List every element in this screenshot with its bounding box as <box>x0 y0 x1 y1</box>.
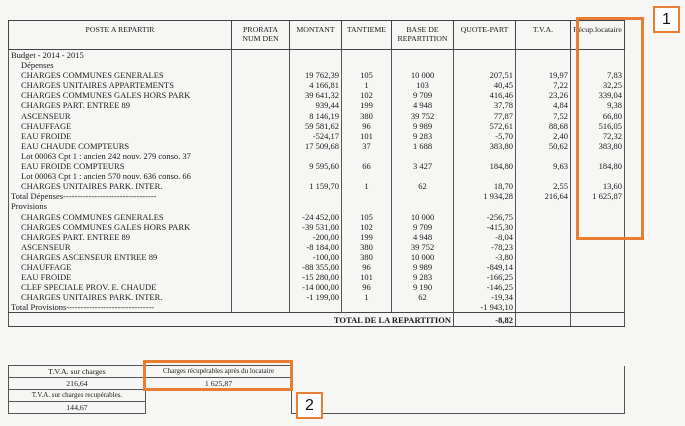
cell-quote: 184,80 <box>454 161 516 171</box>
cell-prorata <box>232 60 290 70</box>
col-header-poste: POSTE A REPARTIR <box>9 21 232 50</box>
cell-quote <box>454 50 516 61</box>
footer-empty <box>146 390 292 414</box>
cell-montant: 8 146,19 <box>290 111 342 121</box>
base-line-1: BASE DE <box>406 25 439 34</box>
cell-label: CHARGES UNITAIRES PARK. INTER. <box>9 292 232 302</box>
cell-prorata <box>232 100 290 110</box>
cell-quote <box>454 151 516 161</box>
col-header-quote-part: QUOTE-PART <box>454 21 516 50</box>
cell-quote: 416,46 <box>454 90 516 100</box>
cell-tva <box>516 242 571 252</box>
cell-quote <box>454 171 516 181</box>
cell-base: 1 688 <box>392 141 454 151</box>
highlight-recup-column <box>576 17 644 240</box>
tva-recup-label: T.V.A. sur charges recupérables. <box>9 390 146 402</box>
table-row <box>9 100 625 110</box>
table-row <box>9 70 625 80</box>
cell-recup <box>571 252 625 262</box>
total-row <box>9 313 625 327</box>
total-tva-blank <box>516 313 571 327</box>
table-row <box>9 201 625 211</box>
cell-tantieme: 380 <box>342 111 392 121</box>
table-row <box>9 232 625 242</box>
cell-montant: -8 184,00 <box>290 242 342 252</box>
total-recup-blank <box>571 313 625 327</box>
cell-tantieme <box>342 191 392 201</box>
cell-tva: 9,63 <box>516 161 571 171</box>
cell-tantieme <box>342 151 392 161</box>
base-line-2: REPARTITION <box>397 34 448 43</box>
cell-tva <box>516 212 571 222</box>
cell-tva <box>516 222 571 232</box>
cell-montant: 4 166,81 <box>290 80 342 90</box>
cell-base: 4 948 <box>392 100 454 110</box>
total-value: -8,82 <box>454 313 516 327</box>
cell-tantieme: 102 <box>342 90 392 100</box>
cell-montant <box>290 151 342 161</box>
cell-label: CLEF SPECIALE PROV. E. CHAUDE <box>9 282 232 292</box>
cell-prorata <box>232 242 290 252</box>
cell-quote: -415,30 <box>454 222 516 232</box>
cell-prorata <box>232 171 290 181</box>
cell-prorata <box>232 292 290 302</box>
table-row <box>9 131 625 141</box>
cell-quote: 77,87 <box>454 111 516 121</box>
cell-recup: 184,80 <box>571 161 625 171</box>
cell-base: 39 752 <box>392 242 454 252</box>
col-header-base <box>392 21 454 50</box>
cell-tva <box>516 50 571 61</box>
cell-tantieme: 105 <box>342 212 392 222</box>
table-row <box>9 191 625 201</box>
cell-label: Lot 00063 Cpt 1 : ancien 570 nouv. 636 conso. 66 <box>9 171 232 181</box>
table-row <box>9 161 625 171</box>
table-row <box>9 222 625 232</box>
tva-charges-value: 216,64 <box>9 378 146 390</box>
cell-quote: 40,45 <box>454 80 516 90</box>
cell-recup <box>571 242 625 252</box>
cell-base: 10 000 <box>392 212 454 222</box>
cell-prorata <box>232 141 290 151</box>
cell-recup: 383,80 <box>571 141 625 151</box>
cell-montant: 39 641,32 <box>290 90 342 100</box>
cell-quote: 207,51 <box>454 70 516 80</box>
cell-prorata <box>232 252 290 262</box>
cell-recup: 66,80 <box>571 111 625 121</box>
cell-recup: 339,04 <box>571 90 625 100</box>
table-row <box>9 50 625 61</box>
cell-label: CHARGES PART. ENTREE 89 <box>9 232 232 242</box>
table-row <box>9 111 625 121</box>
charges-table <box>8 20 625 327</box>
cell-base: 4 948 <box>392 232 454 242</box>
cell-tva <box>516 151 571 161</box>
cell-label: CHARGES UNITAIRES PARK. INTER. <box>9 181 232 191</box>
cell-base <box>392 302 454 313</box>
footer-row-1 <box>9 366 625 378</box>
cell-base: 10 000 <box>392 252 454 262</box>
cell-montant: 939,44 <box>290 100 342 110</box>
cell-recup: 32,25 <box>571 80 625 90</box>
table-row <box>9 60 625 70</box>
cell-base <box>392 171 454 181</box>
cell-recup <box>571 272 625 282</box>
cell-label: ASCENSEUR <box>9 111 232 121</box>
cell-base <box>392 191 454 201</box>
cell-label: CHARGES COMMUNES GALES HORS PARK <box>9 90 232 100</box>
cell-prorata <box>232 282 290 292</box>
cell-label: CHARGES COMMUNES GALES HORS PARK <box>9 222 232 232</box>
tva-charges-label: T.V.A. sur charges <box>9 366 146 378</box>
cell-montant: -524,17 <box>290 131 342 141</box>
cell-prorata <box>232 232 290 242</box>
cell-tantieme: 66 <box>342 161 392 171</box>
cell-base: 39 752 <box>392 111 454 121</box>
highlight-recup-total <box>143 360 293 391</box>
cell-label: Budget - 2014 - 2015 <box>9 50 232 61</box>
cell-tva <box>516 60 571 70</box>
cell-tva <box>516 302 571 313</box>
cell-base <box>392 60 454 70</box>
cell-base: 103 <box>392 80 454 90</box>
cell-tantieme: 96 <box>342 282 392 292</box>
cell-recup: 1 625,87 <box>571 191 625 201</box>
cell-montant: 19 762,39 <box>290 70 342 80</box>
cell-montant <box>290 191 342 201</box>
cell-quote: 18,70 <box>454 181 516 191</box>
cell-base <box>392 50 454 61</box>
cell-label: Lot 00063 Cpt 1 : ancien 242 nouv. 279 conso. 37 <box>9 151 232 161</box>
cell-quote: -78,23 <box>454 242 516 252</box>
cell-label: EAU FROIDE <box>9 272 232 282</box>
cell-prorata <box>232 181 290 191</box>
cell-prorata <box>232 131 290 141</box>
cell-quote <box>454 201 516 211</box>
cell-base: 9 709 <box>392 90 454 100</box>
cell-quote: 383,80 <box>454 141 516 151</box>
table-row <box>9 181 625 191</box>
recup-after-label: Charges récupérables après du locataire <box>146 366 292 378</box>
cell-prorata <box>232 222 290 232</box>
cell-tantieme: 199 <box>342 232 392 242</box>
cell-prorata <box>232 80 290 90</box>
cell-base: 9 283 <box>392 131 454 141</box>
cell-montant: -1 199,00 <box>290 292 342 302</box>
cell-montant: -15 280,00 <box>290 272 342 282</box>
table-row <box>9 90 625 100</box>
cell-tva: 216,64 <box>516 191 571 201</box>
cell-montant: 17 509,68 <box>290 141 342 151</box>
cell-label: EAU CHAUDE COMPTEURS <box>9 141 232 151</box>
cell-montant: 1 159,70 <box>290 181 342 191</box>
cell-tva: 4,84 <box>516 100 571 110</box>
table-row <box>9 212 625 222</box>
cell-tantieme: 96 <box>342 262 392 272</box>
cell-base <box>392 201 454 211</box>
cell-label: EAU FROIDE COMPTEURS <box>9 161 232 171</box>
cell-tantieme: 101 <box>342 131 392 141</box>
cell-label: CHARGES PART. ENTREE 89 <box>9 100 232 110</box>
cell-tva <box>516 171 571 181</box>
cell-prorata <box>232 302 290 313</box>
cell-recup: 516,05 <box>571 121 625 131</box>
cell-tantieme: 380 <box>342 242 392 252</box>
table-row <box>9 141 625 151</box>
table-row <box>9 151 625 161</box>
col-header-montant: MONTANT <box>290 21 342 50</box>
cell-quote: -1 943,10 <box>454 302 516 313</box>
table-row <box>9 252 625 262</box>
cell-label: CHARGES COMMUNES GENERALES <box>9 212 232 222</box>
cell-montant <box>290 60 342 70</box>
cell-prorata <box>232 161 290 171</box>
cell-montant: -200,00 <box>290 232 342 242</box>
col-header-prorata <box>232 21 290 50</box>
cell-quote <box>454 60 516 70</box>
cell-tva: 2,40 <box>516 131 571 141</box>
cell-recup <box>571 262 625 272</box>
col-header-tantieme: TANTIEME <box>342 21 392 50</box>
cell-tva <box>516 292 571 302</box>
prorata-line-1: PRORATA <box>243 25 278 34</box>
prorata-line-2: NUM DEN <box>242 34 279 43</box>
cell-tantieme: 105 <box>342 70 392 80</box>
table-row <box>9 242 625 252</box>
cell-base: 9 709 <box>392 222 454 232</box>
cell-label: Provisions <box>9 201 232 211</box>
cell-tantieme: 199 <box>342 100 392 110</box>
cell-tantieme: 380 <box>342 252 392 262</box>
cell-tantieme <box>342 50 392 61</box>
table-row <box>9 80 625 90</box>
cell-tva: 19,97 <box>516 70 571 80</box>
cell-recup: 7,83 <box>571 70 625 80</box>
cell-montant: -39 531,00 <box>290 222 342 232</box>
cell-quote: -19,34 <box>454 292 516 302</box>
cell-recup: 72,32 <box>571 131 625 141</box>
cell-label: Total Provisions------------------------------- <box>9 302 232 313</box>
cell-tva <box>516 272 571 282</box>
cell-tva <box>516 201 571 211</box>
cell-tva: 7,52 <box>516 111 571 121</box>
cell-tva <box>516 282 571 292</box>
cell-prorata <box>232 201 290 211</box>
cell-quote: 572,61 <box>454 121 516 131</box>
cell-label: CHARGES ASCENSEUR ENTREE 89 <box>9 252 232 262</box>
table-row <box>9 282 625 292</box>
annotation-badge-2: 2 <box>296 392 323 419</box>
cell-base: 9 989 <box>392 262 454 272</box>
cell-montant <box>290 201 342 211</box>
cell-base: 62 <box>392 292 454 302</box>
cell-prorata <box>232 111 290 121</box>
col-header-recup: Récup.locataire <box>571 21 625 50</box>
cell-tantieme: 1 <box>342 181 392 191</box>
cell-tva: 2,55 <box>516 181 571 191</box>
cell-tantieme: 101 <box>342 272 392 282</box>
cell-montant: 9 595,60 <box>290 161 342 171</box>
cell-label: Dépenses <box>9 60 232 70</box>
cell-base: 9 283 <box>392 272 454 282</box>
cell-tantieme <box>342 171 392 181</box>
cell-tva <box>516 252 571 262</box>
table-row <box>9 262 625 272</box>
cell-recup <box>571 282 625 292</box>
cell-tantieme <box>342 302 392 313</box>
cell-prorata <box>232 50 290 61</box>
cell-base: 62 <box>392 181 454 191</box>
cell-montant <box>290 50 342 61</box>
cell-base: 9 989 <box>392 121 454 131</box>
cell-label: CHARGES COMMUNES GENERALES <box>9 70 232 80</box>
cell-montant: -14 000,00 <box>290 282 342 292</box>
cell-tantieme: 1 <box>342 292 392 302</box>
cell-prorata <box>232 262 290 272</box>
cell-prorata <box>232 191 290 201</box>
table-row <box>9 272 625 282</box>
cell-quote: 37,78 <box>454 100 516 110</box>
cell-prorata <box>232 121 290 131</box>
table-body <box>9 50 625 327</box>
cell-tantieme <box>342 201 392 211</box>
cell-tantieme: 37 <box>342 141 392 151</box>
cell-base: 9 190 <box>392 282 454 292</box>
cell-label: CHARGES UNITAIRES APPARTEMENTS <box>9 80 232 90</box>
cell-montant <box>290 171 342 181</box>
annotation-badge-1: 1 <box>653 6 680 33</box>
cell-label: Total Dépenses--------------------------------- <box>9 191 232 201</box>
cell-montant <box>290 302 342 313</box>
tva-recup-value: 144,67 <box>9 402 146 414</box>
cell-base <box>392 151 454 161</box>
cell-montant: -24 452,00 <box>290 212 342 222</box>
table-row <box>9 302 625 313</box>
cell-recup <box>571 292 625 302</box>
cell-prorata <box>232 90 290 100</box>
cell-base: 3 427 <box>392 161 454 171</box>
cell-label: CHAUFFAGE <box>9 121 232 131</box>
cell-quote: -8,04 <box>454 232 516 242</box>
cell-tva <box>516 262 571 272</box>
cell-quote: -5,70 <box>454 131 516 141</box>
cell-tva <box>516 232 571 242</box>
cell-quote: 1 934,28 <box>454 191 516 201</box>
cell-prorata <box>232 151 290 161</box>
cell-quote: -146,25 <box>454 282 516 292</box>
table-row <box>9 121 625 131</box>
cell-base: 10 000 <box>392 70 454 80</box>
cell-quote: -166,25 <box>454 272 516 282</box>
table-row <box>9 171 625 181</box>
footer-blank <box>292 366 625 414</box>
cell-recup: 9,38 <box>571 100 625 110</box>
cell-tantieme: 102 <box>342 222 392 232</box>
recup-after-value: 1 625,87 <box>146 378 292 390</box>
cell-quote: -256,75 <box>454 212 516 222</box>
cell-tva: 50,62 <box>516 141 571 151</box>
total-label: TOTAL DE LA REPARTITION <box>9 313 454 327</box>
cell-label: ASCENSEUR <box>9 242 232 252</box>
cell-tantieme <box>342 60 392 70</box>
cell-tantieme: 96 <box>342 121 392 131</box>
cell-tantieme: 1 <box>342 80 392 90</box>
cell-recup <box>571 302 625 313</box>
col-header-tva: T.V.A. <box>516 21 571 50</box>
cell-label: EAU FROIDE <box>9 131 232 141</box>
cell-tva: 88,68 <box>516 121 571 131</box>
cell-recup: 13,60 <box>571 181 625 191</box>
cell-prorata <box>232 212 290 222</box>
cell-montant: -100,00 <box>290 252 342 262</box>
cell-tva: 23,26 <box>516 90 571 100</box>
table-header-row <box>9 21 625 50</box>
cell-prorata <box>232 70 290 80</box>
table-row <box>9 292 625 302</box>
cell-label: CHAUFFAGE <box>9 262 232 272</box>
cell-tva: 7,22 <box>516 80 571 90</box>
cell-quote: -849,14 <box>454 262 516 272</box>
cell-montant: 59 581,62 <box>290 121 342 131</box>
cell-quote: -3,80 <box>454 252 516 262</box>
cell-prorata <box>232 272 290 282</box>
cell-montant: -88 355,00 <box>290 262 342 272</box>
